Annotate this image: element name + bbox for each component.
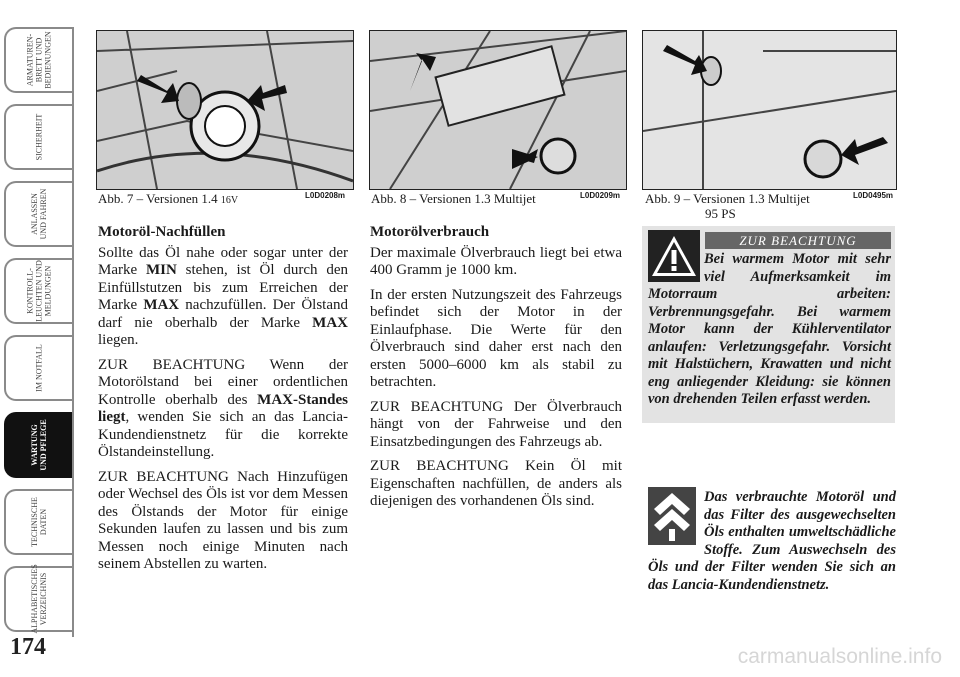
sidebar-divider	[72, 27, 74, 637]
tab-im-notfall[interactable]: IM NOTFALL	[4, 335, 72, 401]
tab-anlassen[interactable]: ANLASSEN UND FAHREN	[4, 181, 72, 247]
paragraph-note-max: ZUR BEACHTUNG Wenn der Motorölstand bei einer ordentlichen Kontrolle oberhalb des MAX-Standes liegt, wenden Sie sich an das Lancia-Kundendienstnetz für die korrekte Ölstandeinstellung.	[98, 356, 348, 460]
tab-armaturenbrett[interactable]: ARMATUREN- BRETT UND BEDIENUNGEN	[4, 27, 72, 93]
section-heading-oil-refill: Motoröl-Nachfüllen	[98, 224, 226, 240]
figure-8-caption: Abb. 8 – Versionen 1.3 Multijet	[371, 191, 536, 206]
paragraph-note-oil-type: ZUR BEACHTUNG Kein Öl mit Eigenschaften nachfüllen, de anders als diejenigen des vorhandenen Öls sind.	[370, 458, 622, 509]
paragraph-refill: Sollte das Öl nahe oder sogar unter der Marke MIN stehen, ist Öl durch den Einfüllstutzen bis zum Erreichen der Marke MAX nachzufüllen. Der Ölstand darf nie oberhalb der Marke MAX liegen.	[98, 244, 348, 348]
figure-8-code: L0D0209m	[580, 191, 621, 200]
figure-7-code: L0D0208m	[305, 191, 346, 200]
figure-8-engine-oil-cap	[369, 30, 627, 190]
recycle-chevron-icon	[648, 487, 696, 545]
warning-text: Bei warmem Motor mit sehr viel Aufmerksamkeit im Motorraum arbeiten: Verbrennungsgefahr. Bei warmem Motor kann der Kühlerventilator anlaufen: Verletzungsgefahr. Vorsicht mit Halstüchern, Krawatten und nicht eng anliegender Kleidung: sie können von drehenden Teilen erfasst werden.	[648, 251, 891, 407]
warning-header: ZUR BEACHTUNG	[705, 232, 891, 249]
paragraph-max-consumption: Der maximale Ölverbrauch liegt bei etwa 400 Gramm je 1000 km.	[370, 244, 622, 278]
figure-7-caption: Abb. 7 – Versionen 1.4 16V	[98, 191, 239, 206]
paragraph-note-measure: ZUR BEACHTUNG Nach Hinzufügen oder Wechsel des Öls ist vor dem Messen des Ölstands der Motor für einige Sekunden laufen zu lassen und bis zum Messen noch einige Minuten nach seinem Abstellen zu warten.	[98, 468, 348, 572]
column-1	[98, 224, 348, 581]
page-number: 174	[10, 634, 46, 660]
watermark: carmanualsonline.info	[737, 645, 942, 668]
figure-7-engine-oil-cap	[96, 30, 354, 190]
paragraph-break-in: In der ersten Nutzungszeit des Fahrzeugs befindet sich der Motor in der Einlaufphase. Die Werte für den Ölverbrauch sind daher erst nach den ersten 5000–6000 km als stabil zu betrachten.	[370, 286, 622, 390]
paragraph-note-driving: ZUR BEACHTUNG Der Ölverbrauch hängt von der Fahrweise und den Einsatzbedingungen des Fahrzeugs ab.	[370, 398, 622, 450]
environment-note-text: Das verbrauchte Motoröl und das Filter des ausgewechselten Öls enthalten umweltschädliche Stoffe. Zum Auswechseln des Öls und der Filter wenden Sie sich an das Lancia-Kundendienstnetz.	[648, 489, 896, 593]
figure-9-caption: Abb. 9 – Versionen 1.3 Multijet 95 PS	[645, 191, 810, 221]
tab-wartung[interactable]: WARTUNG UND PFLEGE	[4, 412, 72, 478]
section-heading-oil-consumption: Motorölverbrauch	[370, 224, 490, 240]
figure-9-engine-oil-cap	[642, 30, 897, 190]
warning-triangle-icon	[648, 230, 700, 282]
column-2	[370, 224, 622, 518]
tab-technische-daten[interactable]: TECHNISCHE DATEN	[4, 489, 72, 555]
figure-9-code: L0D0495m	[853, 191, 894, 200]
tab-verzeichnis[interactable]: ALPHABETISCHES VERZEICHNIS	[4, 566, 72, 632]
tab-sicherheit[interactable]: SICHERHEIT	[4, 104, 72, 170]
tab-kontrollleuchten[interactable]: KONTROLL- LEUCHTEN UND MELDUNGEN	[4, 258, 72, 324]
